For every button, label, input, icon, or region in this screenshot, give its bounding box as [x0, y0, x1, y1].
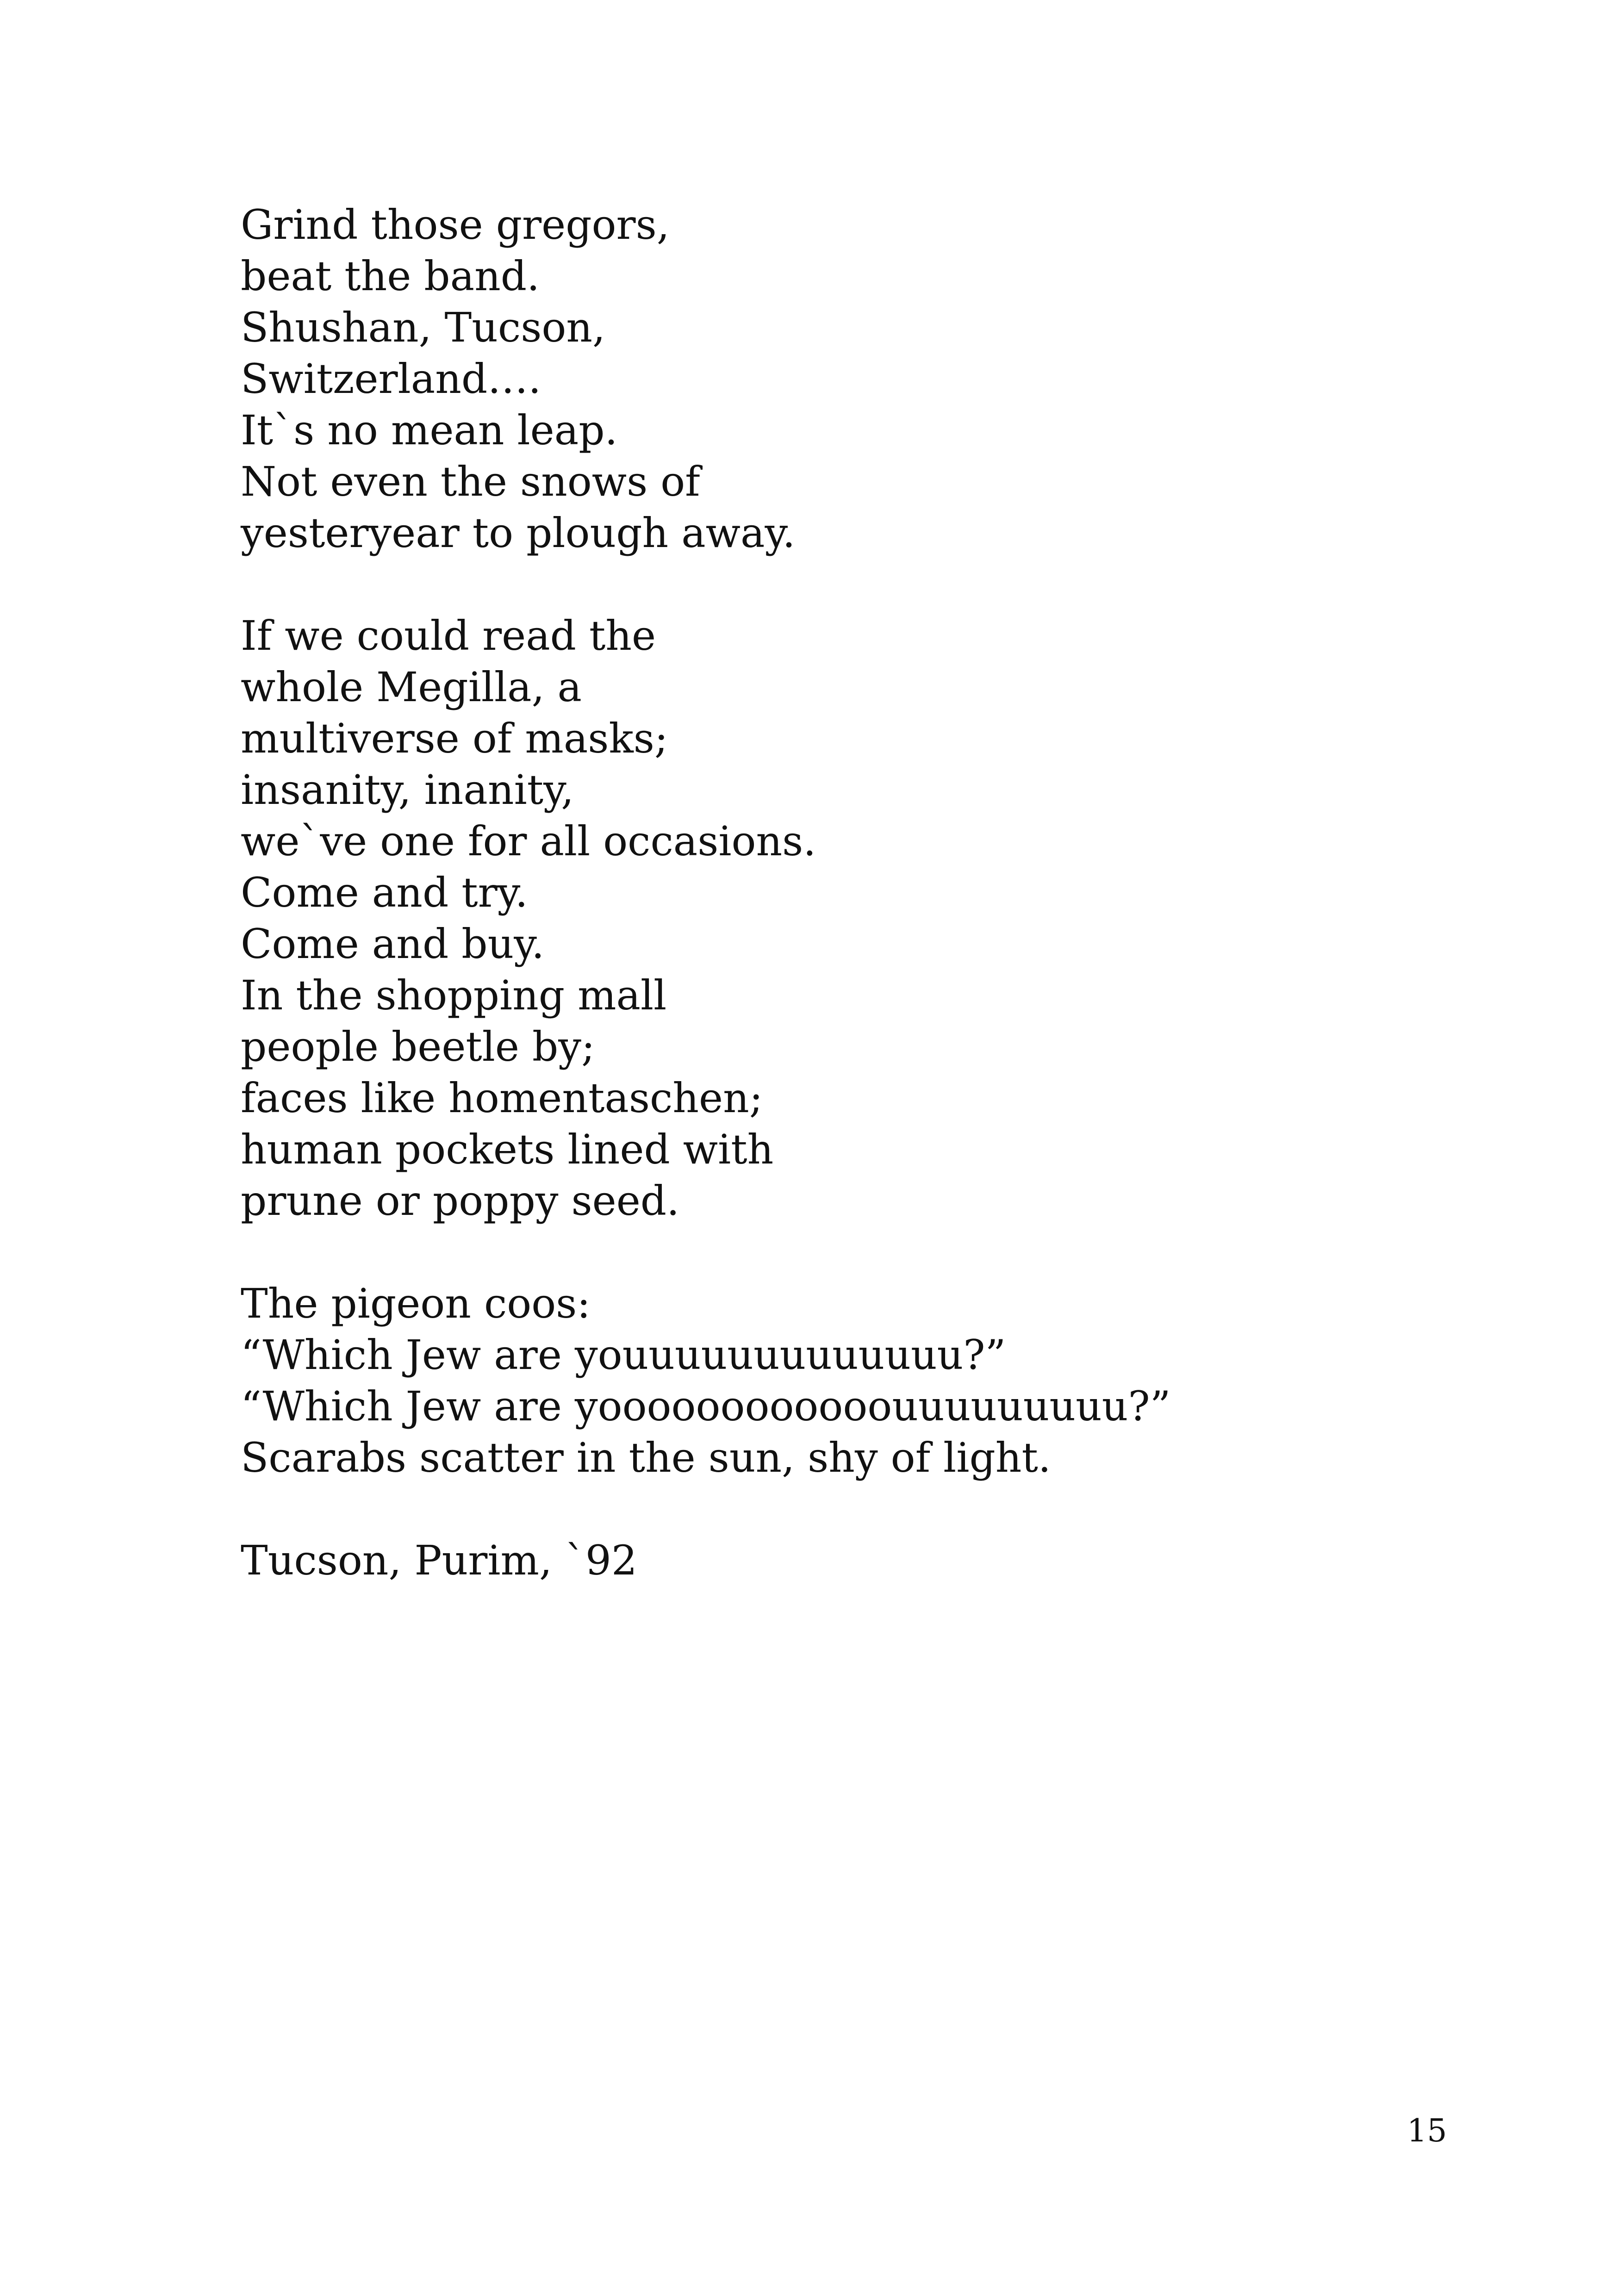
- stanza-break: [241, 1226, 1490, 1278]
- poem-line: yesteryear to plough away.: [241, 509, 796, 557]
- poem-line: “Which Jew are yoooooooooooouuuuuuuuu?”: [241, 1382, 1171, 1430]
- poem-line: Shushan, Tucson,: [241, 304, 606, 351]
- poem-line: Come and buy.: [241, 920, 545, 968]
- poem-body: [241, 199, 1490, 1586]
- poem-line: Scarabs scatter in the sun, shy of light.: [241, 1434, 1051, 1481]
- poem-line: insanity, inanity,: [241, 766, 574, 814]
- poem-line: human pockets lined with: [241, 1126, 774, 1173]
- dateline: [241, 1535, 1490, 1586]
- poem-line: faces like homentaschen;: [241, 1074, 763, 1122]
- poem-line: Grind those gregors,: [241, 201, 670, 249]
- stanza-break: [241, 1483, 1490, 1535]
- poem-line: It`s no mean leap.: [241, 406, 618, 454]
- poem-line: people beetle by;: [241, 1023, 595, 1070]
- stanza-break: [241, 559, 1490, 610]
- poem-line: The pigeon coos:: [241, 1280, 591, 1327]
- poem-line: Come and try.: [241, 869, 528, 916]
- poem-line: Switzerland….: [241, 355, 541, 403]
- poem-line: prune or poppy seed.: [241, 1177, 680, 1225]
- page-number: 15: [1407, 2113, 1447, 2149]
- poem-line: “Which Jew are youuuuuuuuuuuuu?”: [241, 1331, 1006, 1379]
- poem-line: In the shopping mall: [241, 971, 667, 1019]
- poem-line: If we could read the: [241, 612, 656, 660]
- poem-line: we`ve one for all occasions.: [241, 817, 816, 865]
- stanza-2: [241, 610, 1490, 1226]
- poem-line: whole Megilla, a: [241, 663, 582, 711]
- stanza-3: [241, 1278, 1490, 1483]
- poem-line: Not even the snows of: [241, 458, 700, 505]
- poem-line: beat the band.: [241, 252, 540, 300]
- dateline-text: Tucson, Purim, `92: [241, 1537, 637, 1584]
- poem-line: multiverse of masks;: [241, 715, 668, 762]
- stanza-1: [241, 199, 1490, 559]
